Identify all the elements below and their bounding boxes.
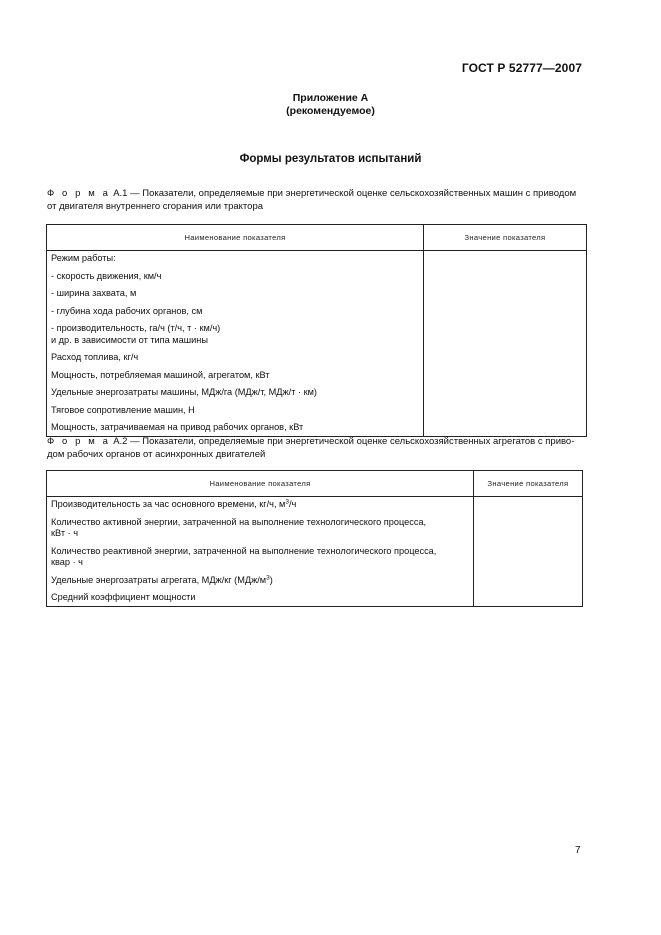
- table-row: Производительность за час основного времени, кг/ч, $м^3/ч$: [51, 498, 297, 509]
- section-title: Формы результатов испытаний: [239, 153, 422, 165]
- form-a2-number: А.2: [113, 436, 128, 447]
- form-a2-values-cell: [474, 497, 583, 607]
- table-row: Количество активной энергии, затраченной на выполнение технологического процесса, кВт · ч: [51, 516, 427, 538]
- form-a2-caption: [47, 436, 587, 461]
- form-a1-caption-line2: от двигателя внутреннего сгорания или трактора: [47, 200, 264, 212]
- appendix-note: (рекомендуемое): [286, 105, 375, 117]
- table-row: Мощность, затрачиваемая на привод рабочих органов, кВт: [51, 422, 304, 432]
- form-a1-values-cell: [424, 251, 587, 437]
- form-a2-word: Ф о р м а: [47, 436, 111, 447]
- page-number: 7: [575, 845, 581, 856]
- form-a2-caption-line1: — Показатели, определяемые при энергетической оценке сельскохозяйственных агрегатов с приво-: [127, 436, 575, 447]
- form-a2-header-row: [47, 471, 583, 497]
- table-row: Удельные энергозатраты агрегата, МДж/кг $(МДж/м^3)$: [51, 574, 273, 585]
- form-a2-caption-line2: дом рабочих органов от асинхронных двигателей: [47, 448, 266, 460]
- form-a1-names-cell: [47, 251, 424, 437]
- table-row: Режим работы:: [51, 253, 116, 263]
- form-a1-col-value: Значение показателя: [424, 225, 587, 251]
- appendix-heading: [0, 92, 661, 118]
- table-row: - скорость движения, км/ч: [51, 270, 162, 281]
- appendix-title: Приложение А: [292, 92, 369, 104]
- form-a1-header-row: [47, 225, 587, 251]
- table-row: Средний коэффициент мощности: [51, 592, 196, 602]
- form-a2-col-name: Наименование показателя: [47, 471, 474, 497]
- table-row: и др. в зависимости от типа машины: [51, 334, 208, 345]
- table-row: Тяговое сопротивление машин, Н: [51, 404, 195, 415]
- form-a1-col-name: Наименование показателя: [47, 225, 424, 251]
- form-a2-names-cell: [47, 497, 474, 607]
- form-a1-caption-line1: — Показатели, определяемые при энергетической оценке сельскохозяйственных машин с приводом: [127, 188, 577, 199]
- table-row: - производительность, га/ч (т/ч, т · км/ч): [51, 323, 221, 333]
- form-a1-caption: [47, 188, 587, 213]
- form-a2-col-value: Значение показателя: [474, 471, 583, 497]
- form-a2-table: [46, 470, 583, 607]
- table-row: - ширина захвата, м: [51, 288, 137, 298]
- table-row: Удельные энергозатраты машины, МДж/га (МДж/т, МДж/т · км): [51, 387, 317, 397]
- form-a1-number: А.1: [113, 188, 128, 199]
- document-code: ГОСТ Р 52777—2007: [461, 61, 582, 75]
- table-row: - глубина хода рабочих органов, см: [51, 305, 203, 316]
- table-row: Количество реактивной энергии, затраченной на выполнение технологического процесса, квар · ч: [51, 545, 437, 567]
- table-row: Расход топлива, кг/ч: [51, 352, 139, 362]
- form-a1-table: [46, 224, 587, 437]
- form-a1-word: Ф о р м а: [47, 188, 111, 199]
- table-row: Мощность, потребляемая машиной, агрегатом, кВт: [51, 369, 270, 380]
